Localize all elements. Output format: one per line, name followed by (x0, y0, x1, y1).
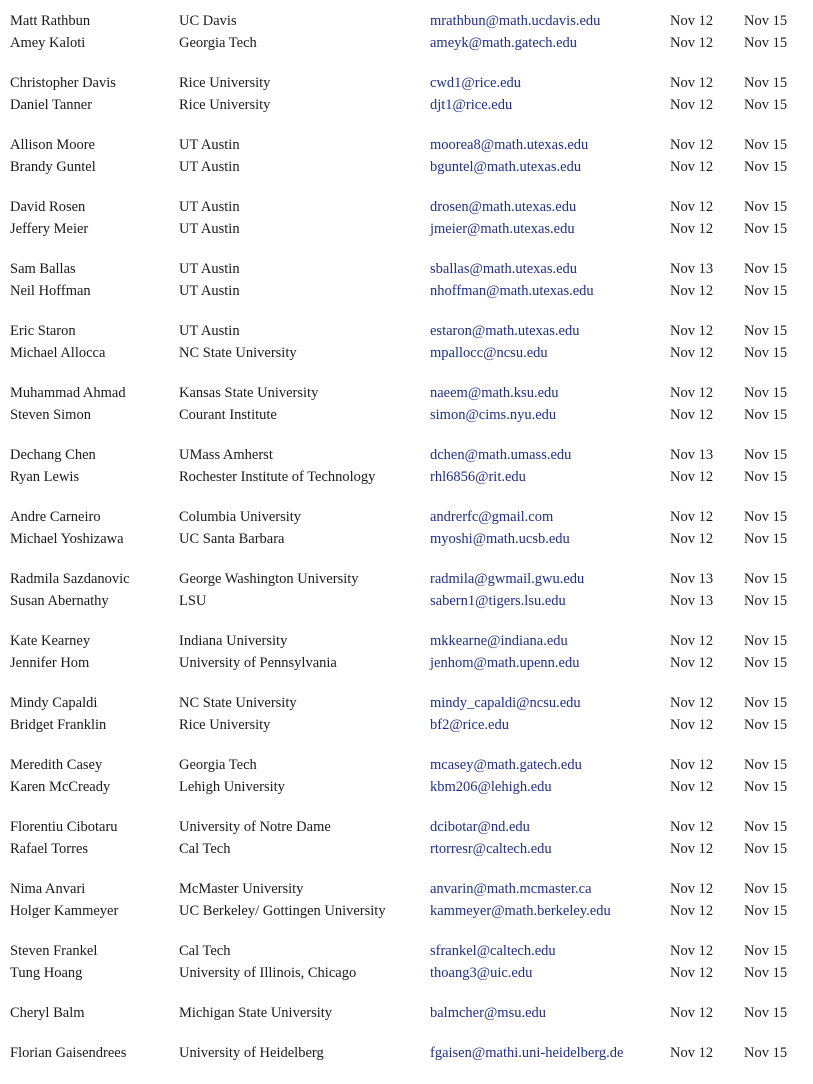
participant-institution: Rice University (179, 97, 271, 113)
participant-institution: UT Austin (179, 221, 240, 237)
participant-name: Tung Hoang (10, 965, 83, 981)
participant-row (0, 692, 813, 714)
arrival-date: Nov 12 (670, 75, 714, 91)
departure-date: Nov 15 (744, 633, 788, 649)
participant-institution: UC Berkeley/ Gottingen University (179, 903, 386, 919)
participant-row (0, 466, 813, 488)
arrival-date: Nov 12 (670, 943, 714, 959)
departure-date: Nov 15 (744, 345, 788, 361)
participant-institution: UT Austin (179, 159, 240, 175)
participant-pair (0, 940, 813, 984)
participant-row (0, 444, 813, 466)
participant-pair (0, 382, 813, 426)
departure-date: Nov 15 (744, 97, 788, 113)
participant-institution: University of Pennsylvania (179, 655, 337, 671)
participant-name: Christopher Davis (10, 75, 116, 91)
participant-institution: LSU (179, 593, 207, 609)
participant-institution: George Washington University (179, 571, 359, 587)
participant-name: David Rosen (10, 199, 86, 215)
participant-row (0, 382, 813, 404)
departure-date: Nov 15 (744, 717, 788, 733)
participant-email[interactable]: balmcher@msu.edu (430, 1005, 547, 1021)
participant-institution: Kansas State University (179, 385, 319, 401)
participant-email[interactable]: andrerfc@gmail.com (430, 509, 554, 525)
arrival-date: Nov 12 (670, 323, 714, 339)
participant-row (0, 590, 813, 612)
participant-row (0, 10, 813, 32)
participant-email[interactable]: myoshi@math.ucsb.edu (430, 531, 570, 547)
participant-email[interactable]: rhl6856@rit.edu (430, 469, 526, 485)
participant-name: Sam Ballas (10, 261, 76, 277)
participant-pair (0, 568, 813, 612)
departure-date: Nov 15 (744, 221, 788, 237)
participant-row (0, 320, 813, 342)
participant-email[interactable]: jmeier@math.utexas.edu (430, 221, 575, 237)
participant-row (0, 754, 813, 776)
participant-email[interactable]: djt1@rice.edu (430, 97, 513, 113)
participant-institution: University of Notre Dame (179, 819, 331, 835)
participant-email[interactable]: kammeyer@math.berkeley.edu (430, 903, 611, 919)
participant-institution: UT Austin (179, 261, 240, 277)
participant-row (0, 342, 813, 364)
participant-email[interactable]: anvarin@math.mcmaster.ca (430, 881, 592, 897)
participant-institution: McMaster University (179, 881, 304, 897)
participant-pair (0, 878, 813, 922)
arrival-date: Nov 12 (670, 509, 714, 525)
participant-name: Brandy Guntel (10, 159, 96, 175)
arrival-date: Nov 12 (670, 695, 714, 711)
departure-date: Nov 15 (744, 447, 788, 463)
participant-name: Dechang Chen (10, 447, 96, 463)
participant-name: Susan Abernathy (10, 593, 109, 609)
participant-email[interactable]: mkkearne@indiana.edu (430, 633, 568, 649)
arrival-date: Nov 12 (670, 965, 714, 981)
arrival-date: Nov 12 (670, 655, 714, 671)
departure-date: Nov 15 (744, 323, 788, 339)
participant-email[interactable]: dchen@math.umass.edu (430, 447, 572, 463)
participant-name: Neil Hoffman (10, 283, 91, 299)
participant-pair (0, 134, 813, 178)
participant-email[interactable]: dcibotar@nd.edu (430, 819, 530, 835)
departure-date: Nov 15 (744, 819, 788, 835)
departure-date: Nov 15 (744, 903, 788, 919)
participant-row (0, 962, 813, 984)
participant-institution: NC State University (179, 345, 297, 361)
participant-institution: UT Austin (179, 199, 240, 215)
participant-email[interactable]: mindy_capaldi@ncsu.edu (430, 695, 581, 711)
arrival-date: Nov 12 (670, 841, 714, 857)
participant-name: Amey Kaloti (10, 35, 86, 51)
participant-row (0, 196, 813, 218)
participant-row (0, 156, 813, 178)
participant-name: Karen McCready (10, 779, 111, 795)
participant-email[interactable]: naeem@math.ksu.edu (430, 385, 559, 401)
participant-name: Allison Moore (10, 137, 95, 153)
participant-row (0, 776, 813, 798)
arrival-date: Nov 13 (670, 593, 714, 609)
participant-email[interactable]: estaron@math.utexas.edu (430, 323, 580, 339)
arrival-date: Nov 12 (670, 1005, 714, 1021)
participant-institution: University of Illinois, Chicago (179, 965, 357, 981)
participant-row (0, 506, 813, 528)
participant-name: Steven Frankel (10, 943, 98, 959)
participant-pair (0, 10, 813, 54)
participant-institution: Georgia Tech (179, 35, 257, 51)
participant-pair (0, 1002, 813, 1024)
departure-date: Nov 15 (744, 261, 788, 277)
participant-row (0, 838, 813, 860)
arrival-date: Nov 12 (670, 407, 714, 423)
participant-institution: NC State University (179, 695, 297, 711)
participant-email[interactable]: ameyk@math.gatech.edu (430, 35, 578, 51)
participant-institution: UT Austin (179, 137, 240, 153)
participant-institution: Michigan State University (179, 1005, 333, 1021)
arrival-date: Nov 12 (670, 35, 714, 51)
participant-institution: Cal Tech (179, 841, 231, 857)
participant-name: Radmila Sazdanovic (10, 571, 130, 587)
participant-name: Jeffery Meier (10, 221, 89, 237)
participant-name: Muhammad Ahmad (10, 385, 126, 401)
participant-name: Steven Simon (10, 407, 91, 423)
participant-name: Michael Yoshizawa (10, 531, 124, 547)
departure-date: Nov 15 (744, 199, 788, 215)
departure-date: Nov 15 (744, 757, 788, 773)
arrival-date: Nov 12 (670, 757, 714, 773)
participant-institution: Cal Tech (179, 943, 231, 959)
departure-date: Nov 15 (744, 75, 788, 91)
participant-institution: Columbia University (179, 509, 302, 525)
departure-date: Nov 15 (744, 531, 788, 547)
participant-institution: UC Davis (179, 13, 237, 29)
arrival-date: Nov 12 (670, 283, 714, 299)
departure-date: Nov 15 (744, 695, 788, 711)
arrival-date: Nov 12 (670, 221, 714, 237)
participant-email[interactable]: thoang3@uic.edu (430, 965, 533, 981)
participant-row (0, 940, 813, 962)
departure-date: Nov 15 (744, 779, 788, 795)
participant-row (0, 1042, 813, 1064)
participant-pair (0, 692, 813, 736)
participant-email[interactable]: drosen@math.utexas.edu (430, 199, 577, 215)
participant-row (0, 134, 813, 156)
participant-row (0, 900, 813, 922)
arrival-date: Nov 13 (670, 447, 714, 463)
arrival-date: Nov 13 (670, 261, 714, 277)
participant-name: Meredith Casey (10, 757, 103, 773)
arrival-date: Nov 12 (670, 819, 714, 835)
participant-email[interactable]: bguntel@math.utexas.edu (430, 159, 582, 175)
participant-row (0, 32, 813, 54)
arrival-date: Nov 12 (670, 531, 714, 547)
participant-row (0, 528, 813, 550)
participant-row (0, 652, 813, 674)
participant-row (0, 280, 813, 302)
participant-row (0, 72, 813, 94)
participant-name: Nima Anvari (10, 881, 86, 897)
participant-name: Daniel Tanner (10, 97, 93, 113)
departure-date: Nov 15 (744, 159, 788, 175)
participant-name: Mindy Capaldi (10, 695, 98, 711)
participant-institution: Indiana University (179, 633, 288, 649)
departure-date: Nov 15 (744, 137, 788, 153)
arrival-date: Nov 12 (670, 199, 714, 215)
participant-row (0, 816, 813, 838)
participant-row (0, 258, 813, 280)
participant-institution: UMass Amherst (179, 447, 273, 463)
participant-pair (0, 320, 813, 364)
participant-email[interactable]: nhoffman@math.utexas.edu (430, 283, 594, 299)
participant-name: Andre Carneiro (10, 509, 101, 525)
participant-institution: Rice University (179, 75, 271, 91)
departure-date: Nov 15 (744, 593, 788, 609)
participant-email[interactable]: rtorresr@caltech.edu (430, 841, 552, 857)
participant-pair (0, 1042, 813, 1064)
participant-institution: Lehigh University (179, 779, 285, 795)
participant-name: Eric Staron (10, 323, 76, 339)
participant-institution: UT Austin (179, 283, 240, 299)
participant-email[interactable]: simon@cims.nyu.edu (430, 407, 557, 423)
departure-date: Nov 15 (744, 571, 788, 587)
departure-date: Nov 15 (744, 1005, 788, 1021)
participant-row (0, 630, 813, 652)
participant-institution: Rice University (179, 717, 271, 733)
participant-institution: Courant Institute (179, 407, 277, 423)
participant-email[interactable]: sballas@math.utexas.edu (430, 261, 578, 277)
departure-date: Nov 15 (744, 509, 788, 525)
participant-email[interactable]: jenhom@math.upenn.edu (430, 655, 580, 671)
participant-email[interactable]: sfrankel@caltech.edu (430, 943, 556, 959)
participant-institution: Rochester Institute of Technology (179, 469, 376, 485)
participant-email[interactable]: mpallocc@ncsu.edu (430, 345, 548, 361)
arrival-date: Nov 12 (670, 13, 714, 29)
arrival-date: Nov 12 (670, 159, 714, 175)
participant-institution: University of Heidelberg (179, 1045, 324, 1061)
departure-date: Nov 15 (744, 469, 788, 485)
participant-name: Bridget Franklin (10, 717, 107, 733)
arrival-date: Nov 12 (670, 97, 714, 113)
arrival-date: Nov 12 (670, 137, 714, 153)
participant-name: Matt Rathbun (10, 13, 91, 29)
participant-institution: Georgia Tech (179, 757, 257, 773)
departure-date: Nov 15 (744, 965, 788, 981)
departure-date: Nov 15 (744, 943, 788, 959)
participant-name: Jennifer Hom (10, 655, 90, 671)
participant-email[interactable]: cwd1@rice.edu (430, 75, 522, 91)
participant-row (0, 714, 813, 736)
participant-row (0, 1002, 813, 1024)
arrival-date: Nov 12 (670, 903, 714, 919)
participant-name: Michael Allocca (10, 345, 106, 361)
participant-row (0, 218, 813, 240)
participant-name: Florian Gaisendrees (10, 1045, 127, 1061)
departure-date: Nov 15 (744, 841, 788, 857)
participant-email[interactable]: fgaisen@mathi.uni-heidelberg.de (430, 1045, 624, 1061)
participant-email[interactable]: moorea8@math.utexas.edu (430, 137, 589, 153)
participant-name: Cheryl Balm (10, 1005, 85, 1021)
departure-date: Nov 15 (744, 13, 788, 29)
participant-row (0, 94, 813, 116)
participant-email[interactable]: bf2@rice.edu (430, 717, 509, 733)
participant-pair (0, 816, 813, 860)
arrival-date: Nov 12 (670, 779, 714, 795)
participant-row (0, 568, 813, 590)
participant-name: Florentiu Cibotaru (10, 819, 118, 835)
departure-date: Nov 15 (744, 655, 788, 671)
participant-email[interactable]: mrathbun@math.ucdavis.edu (430, 13, 601, 29)
participant-email[interactable]: sabern1@tigers.lsu.edu (430, 593, 566, 609)
departure-date: Nov 15 (744, 1045, 788, 1061)
arrival-date: Nov 12 (670, 385, 714, 401)
participant-name: Kate Kearney (10, 633, 91, 649)
participant-name: Ryan Lewis (10, 469, 80, 485)
participant-pair (0, 506, 813, 550)
departure-date: Nov 15 (744, 407, 788, 423)
arrival-date: Nov 12 (670, 881, 714, 897)
participant-email[interactable]: radmila@gwmail.gwu.edu (430, 571, 585, 587)
departure-date: Nov 15 (744, 385, 788, 401)
participant-row (0, 404, 813, 426)
participant-institution: UT Austin (179, 323, 240, 339)
participant-pair (0, 444, 813, 488)
arrival-date: Nov 13 (670, 571, 714, 587)
participant-pair (0, 630, 813, 674)
departure-date: Nov 15 (744, 881, 788, 897)
participant-pair (0, 258, 813, 302)
departure-date: Nov 15 (744, 35, 788, 51)
participant-pair (0, 754, 813, 798)
departure-date: Nov 15 (744, 283, 788, 299)
participant-pair (0, 72, 813, 116)
participant-email[interactable]: kbm206@lehigh.edu (430, 779, 552, 795)
participant-institution: UC Santa Barbara (179, 531, 285, 547)
arrival-date: Nov 12 (670, 633, 714, 649)
participant-email[interactable]: mcasey@math.gatech.edu (430, 757, 582, 773)
arrival-date: Nov 12 (670, 1045, 714, 1061)
participant-name: Rafael Torres (10, 841, 89, 857)
arrival-date: Nov 12 (670, 717, 714, 733)
arrival-date: Nov 12 (670, 469, 714, 485)
participant-name: Holger Kammeyer (10, 903, 119, 919)
participant-pair (0, 196, 813, 240)
participant-row (0, 878, 813, 900)
arrival-date: Nov 12 (670, 345, 714, 361)
